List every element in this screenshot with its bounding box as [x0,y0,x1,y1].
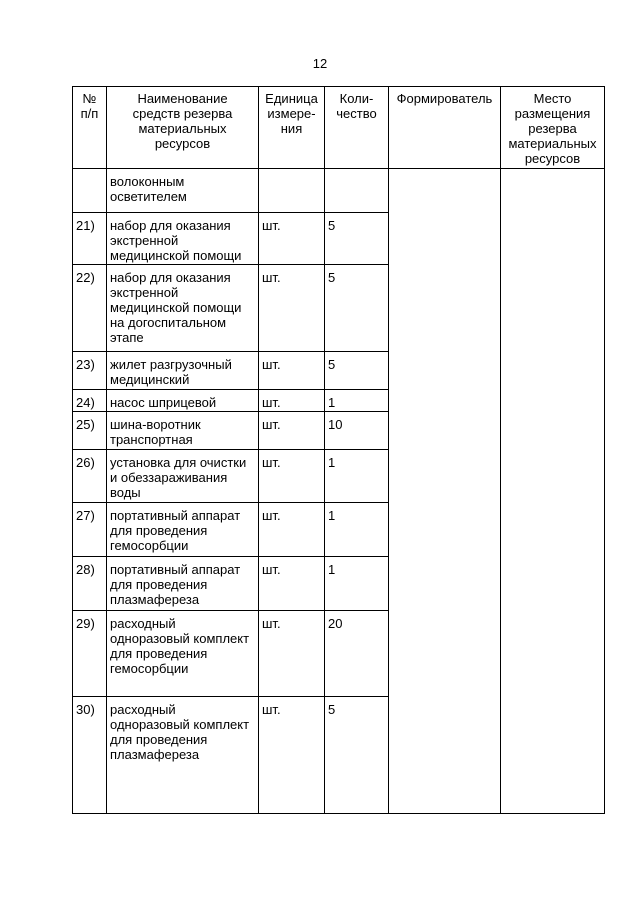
row-number: 26) [73,450,107,503]
row-quantity: 1 [325,450,389,503]
row-quantity: 5 [325,213,389,265]
row-unit: шт. [259,213,325,265]
row-unit: шт. [259,412,325,450]
row-name: шина-воротник транспортная [107,412,259,450]
row-name: установка для очистки и обеззараживания воды [107,450,259,503]
row-name: расходный одноразовый комплект для проведения плазмафереза [107,697,259,814]
header-row [73,87,605,169]
row-unit [259,169,325,213]
row-unit: шт. [259,557,325,611]
former-cell [389,169,501,814]
row-number: 24) [73,390,107,412]
row-number: 21) [73,213,107,265]
row-name: портативный аппарат для проведения плазмафереза [107,557,259,611]
row-number [73,169,107,213]
row-quantity: 20 [325,611,389,697]
row-name: расходный одноразовый комплект для проведения гемосорбции [107,611,259,697]
row-name: насос шприцевой [107,390,259,412]
header-number: № п/п [73,87,107,169]
row-unit: шт. [259,611,325,697]
row-number: 27) [73,503,107,557]
table-row [73,169,605,213]
row-number: 30) [73,697,107,814]
header-former: Формирователь [389,87,501,169]
header-quantity: Коли- чество [325,87,389,169]
row-number: 22) [73,265,107,352]
row-number: 23) [73,352,107,390]
table-body [73,169,605,814]
page-number: 12 [312,56,328,71]
row-name: волоконным осветителем [107,169,259,213]
row-quantity: 5 [325,352,389,390]
row-unit: шт. [259,450,325,503]
row-unit: шт. [259,352,325,390]
row-quantity: 5 [325,265,389,352]
row-quantity: 5 [325,697,389,814]
row-name: набор для оказания экстренной медицинской помощи на догоспитальном этапе [107,265,259,352]
header-name: Наименование средств резерва материальных ресурсов [107,87,259,169]
header-unit: Единица измере- ния [259,87,325,169]
row-unit: шт. [259,503,325,557]
row-unit: шт. [259,390,325,412]
row-unit: шт. [259,265,325,352]
resources-table [72,86,605,814]
row-quantity [325,169,389,213]
row-quantity: 10 [325,412,389,450]
row-name: набор для оказания экстренной медицинской помощи [107,213,259,265]
header-placement: Место размещения резерва материальных ресурсов [501,87,605,169]
placement-cell [501,169,605,814]
row-name: жилет разгрузочный медицинский [107,352,259,390]
table-header [73,87,605,169]
row-name: портативный аппарат для проведения гемосорбции [107,503,259,557]
row-unit: шт. [259,697,325,814]
row-number: 29) [73,611,107,697]
row-quantity: 1 [325,503,389,557]
row-number: 28) [73,557,107,611]
row-quantity: 1 [325,557,389,611]
row-quantity: 1 [325,390,389,412]
row-number: 25) [73,412,107,450]
